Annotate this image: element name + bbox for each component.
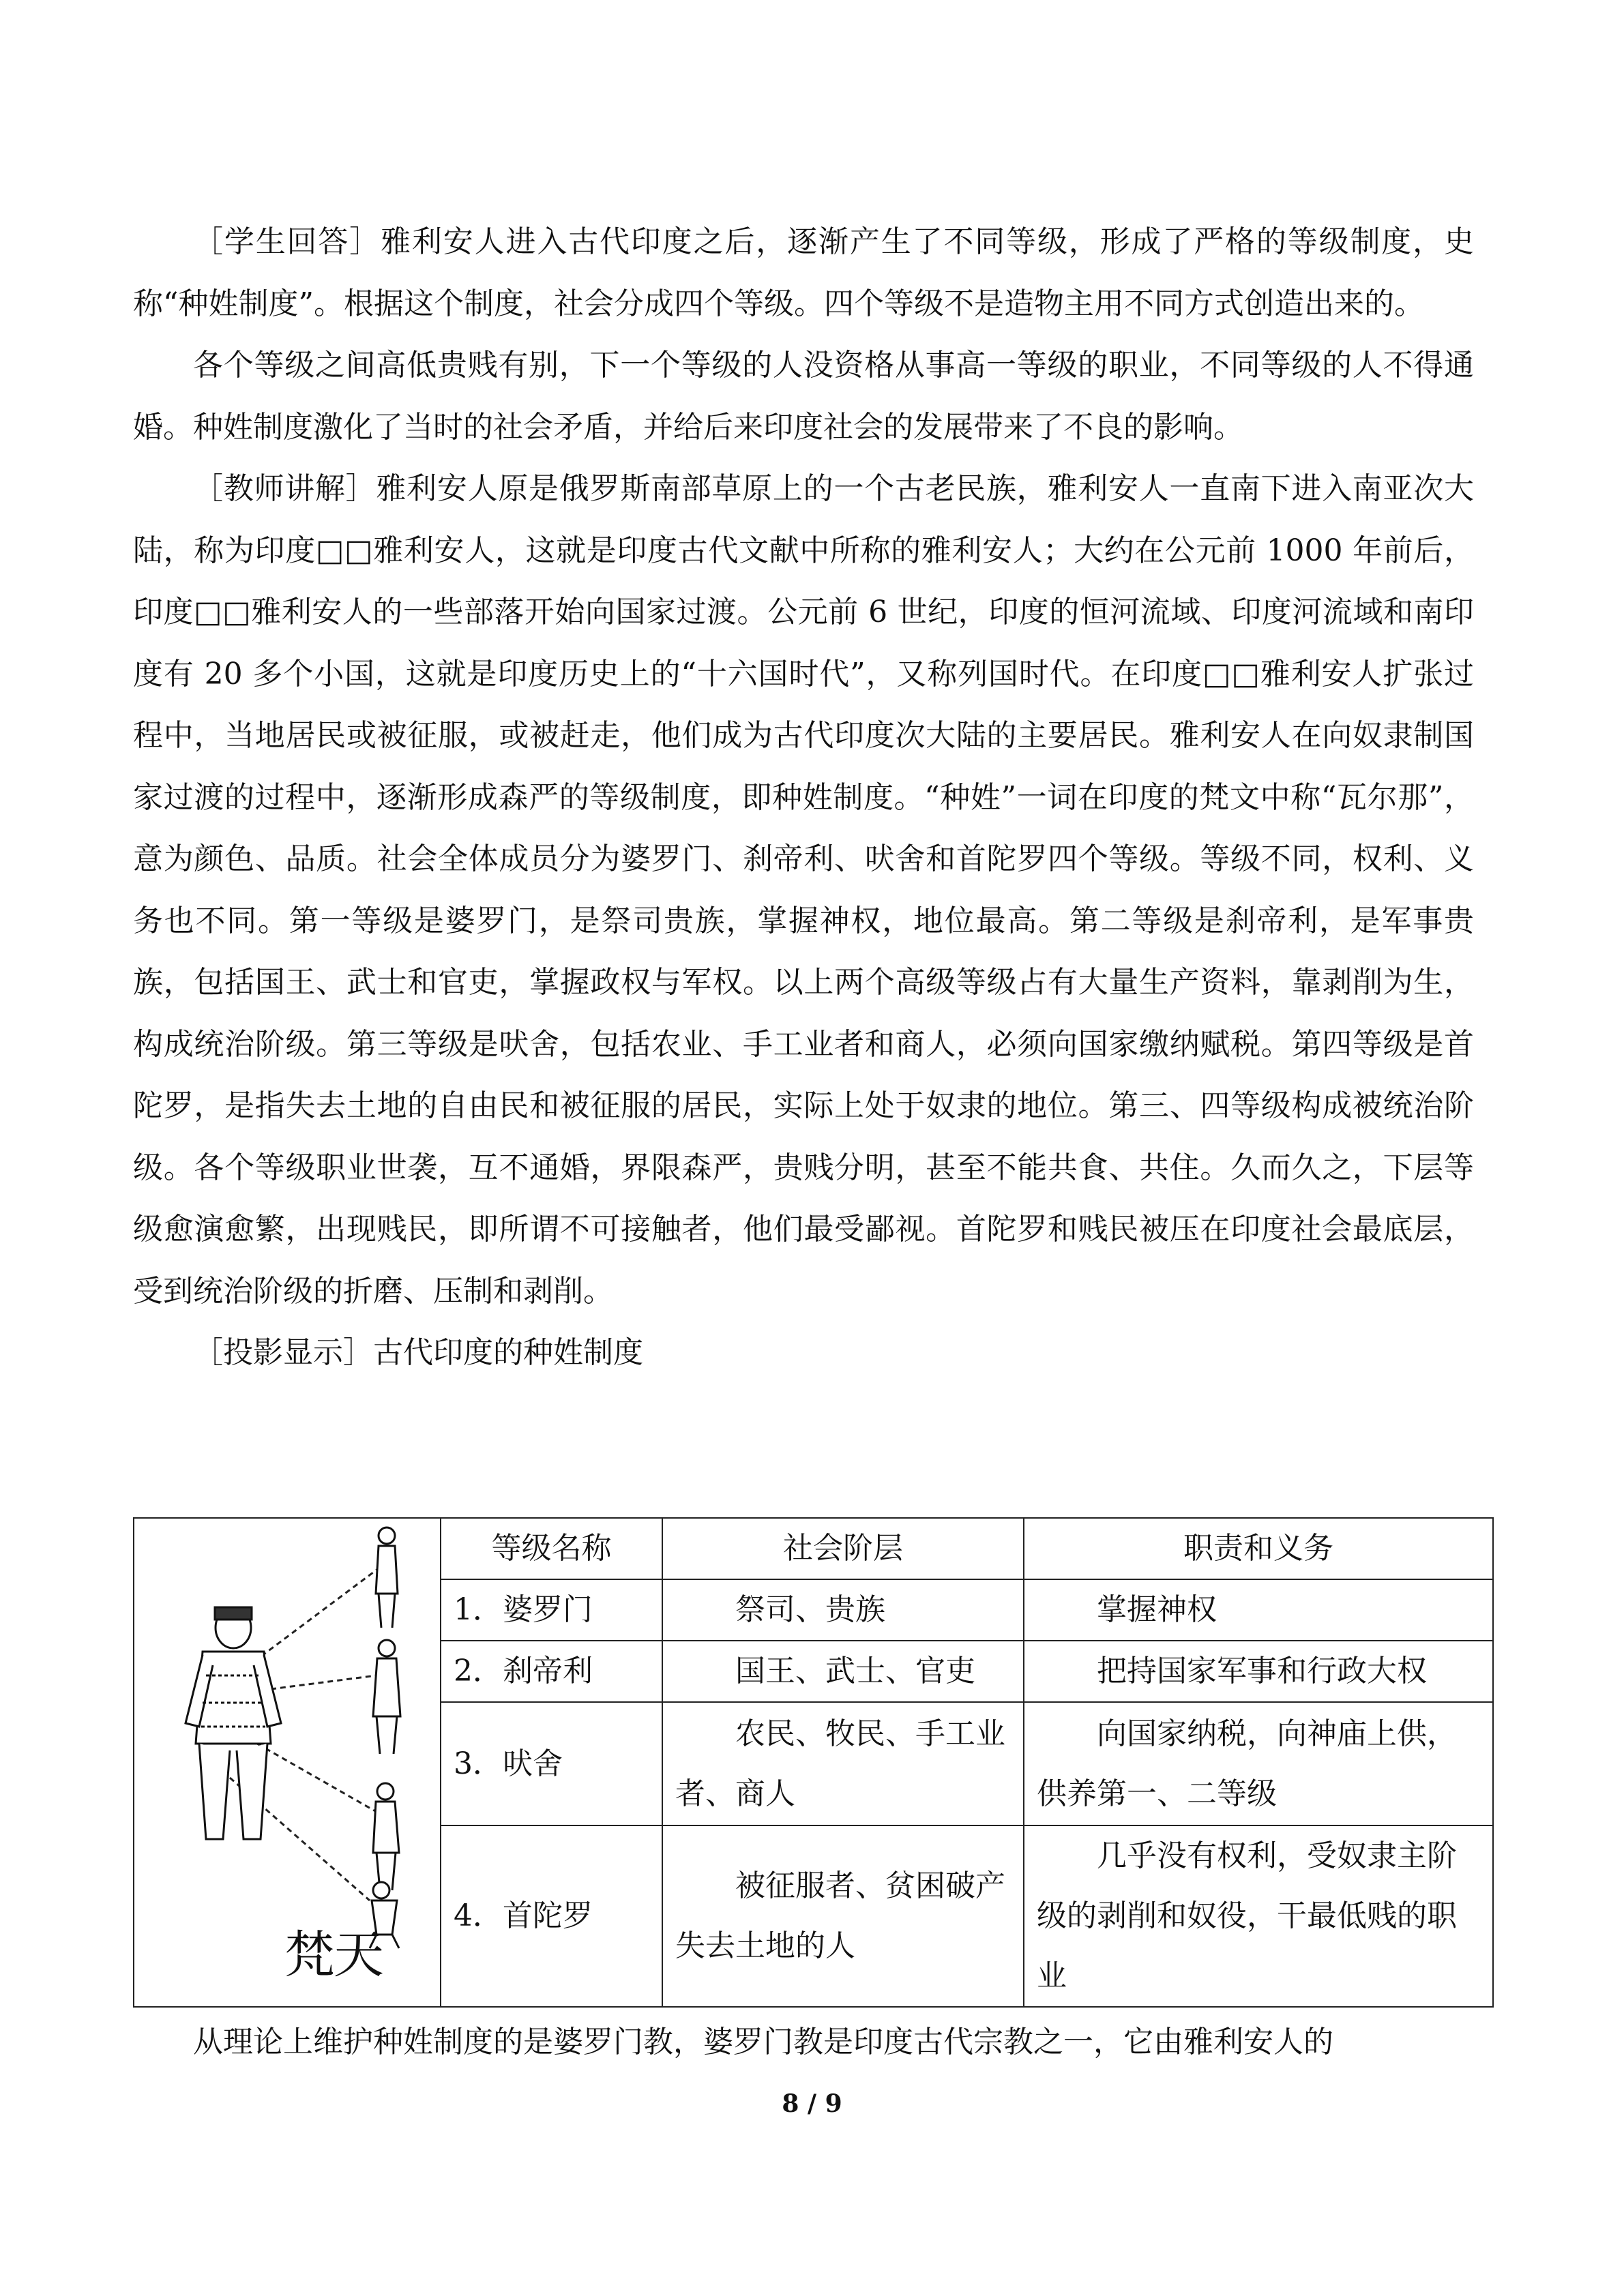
paragraph-projection-caption: ［投影显示］古代印度的种姓制度 <box>193 1335 643 1370</box>
row-name: 3．吠舍 <box>441 1702 662 1825</box>
vaishya-figure <box>373 1783 399 1890</box>
kshatriya-figure <box>373 1640 400 1754</box>
brahma-figure <box>134 1519 440 2006</box>
document-body <box>133 211 1474 1384</box>
header-caste-name: 等级名称 <box>441 1518 662 1579</box>
row-duty: 掌握神权 <box>1024 1579 1493 1641</box>
document-closing <box>133 2012 1474 2074</box>
table-header-row <box>134 1518 1493 1579</box>
row-duty: 把持国家军事和行政大权 <box>1024 1641 1493 1702</box>
page-number: 8 / 9 <box>782 2089 842 2118</box>
paragraph-caste-differences: 各个等级之间高低贵贱有别，下一个等级的人没资格从事高一等级的职业，不同等级的人不得通婚。种姓制度激化了当时的社会矛盾，并给后来印度社会的发展带来了不良的影响。 <box>133 348 1474 445</box>
header-social-class: 社会阶层 <box>662 1518 1024 1579</box>
header-duties: 职责和义务 <box>1024 1518 1493 1579</box>
paragraph-brahmanism: 从理论上维护种姓制度的是婆罗门教，婆罗门教是印度古代宗教之一，它由雅利安人的 <box>193 2025 1333 2059</box>
row-duty: 几乎没有权利，受奴隶主阶级的剥削和奴役，干最低贱的职业 <box>1024 1825 1493 2007</box>
row-class: 祭司、贵族 <box>662 1579 1024 1641</box>
row-class: 农民、牧民、手工业者、商人 <box>662 1702 1024 1825</box>
caste-table <box>133 1517 1494 2008</box>
row-name: 4．首陀罗 <box>441 1825 662 2007</box>
row-name: 1．婆罗门 <box>441 1579 662 1641</box>
brahma-god-figure <box>186 1607 281 1839</box>
row-class: 被征服者、贫困破产失去土地的人 <box>662 1825 1024 2007</box>
brahma-figure-cell <box>134 1518 441 2007</box>
paragraph-teacher-explanation: ［教师讲解］雅利安人原是俄罗斯南部草原上的一个古老民族，雅利安人一直南下进入南亚次大陆，称为印度□□雅利安人，这就是印度古代文献中所称的雅利安人；大约在公元前 1000 年前后，印度□□雅利安人的一些部落开始向国家过渡。公元前 6 世纪，印度的恒河流域、印度河流域和南印度有 20 多个小国，这就是印度历史上的“十六国时代”，又称列国时代。在印度□□雅利安人扩张过程中，当地居民或被征服，或被赶走，他们成为古代印度次大陆的主要居民。雅利安人在向奴隶制国家过渡的过程中，逐渐形成森严的等级制度，即种姓制度。“种姓”一词在印度的梵文中称“瓦尔那”，意为颜色、品质。社会全体成员分为婆罗门、刹帝利、吠舍和首陀罗四个等级。等级不同，权利、义务也不同。第一等级是婆罗门，是祭司贵族，掌握神权，地位最高。第二等级是刹帝利，是军事贵族，包括国王、武士和官吏，掌握政权与军权。以上两个高级等级占有大量生产资料，靠剥削为生，构成统治阶级。第三等级是吠舍，包括农业、手工业者和商人，必须向国家缴纳赋税。第四等级是首陀罗，是指失去土地的自由民和被征服的居民，实际上处于奴隶的地位。第三、四等级构成被统治阶级。各个等级职业世袭，互不通婚，界限森严，贵贱分明，甚至不能共食、共住。久而久之，下层等级愈演愈繁，出现贱民，即所谓不可接触者，他们最受鄙视。首陀罗和贱民被压在印度社会最底层，受到统治阶级的折磨、压制和剥削。 <box>133 471 1474 1309</box>
row-class: 国王、武士、官吏 <box>662 1641 1024 1702</box>
caste-table-container <box>133 1517 1492 2005</box>
brahma-label: 梵天 <box>284 1926 383 1984</box>
row-duty: 向国家纳税，向神庙上供，供养第一、二等级 <box>1024 1702 1493 1825</box>
row-name: 2．刹帝利 <box>441 1641 662 1702</box>
brahmin-figure <box>376 1527 398 1628</box>
paragraph-student-answer: ［学生回答］雅利安人进入古代印度之后，逐渐产生了不同等级，形成了严格的等级制度，史称“种姓制度”。根据这个制度，社会分成四个等级。四个等级不是造物主用不同方式创造出来的。 <box>133 224 1474 321</box>
